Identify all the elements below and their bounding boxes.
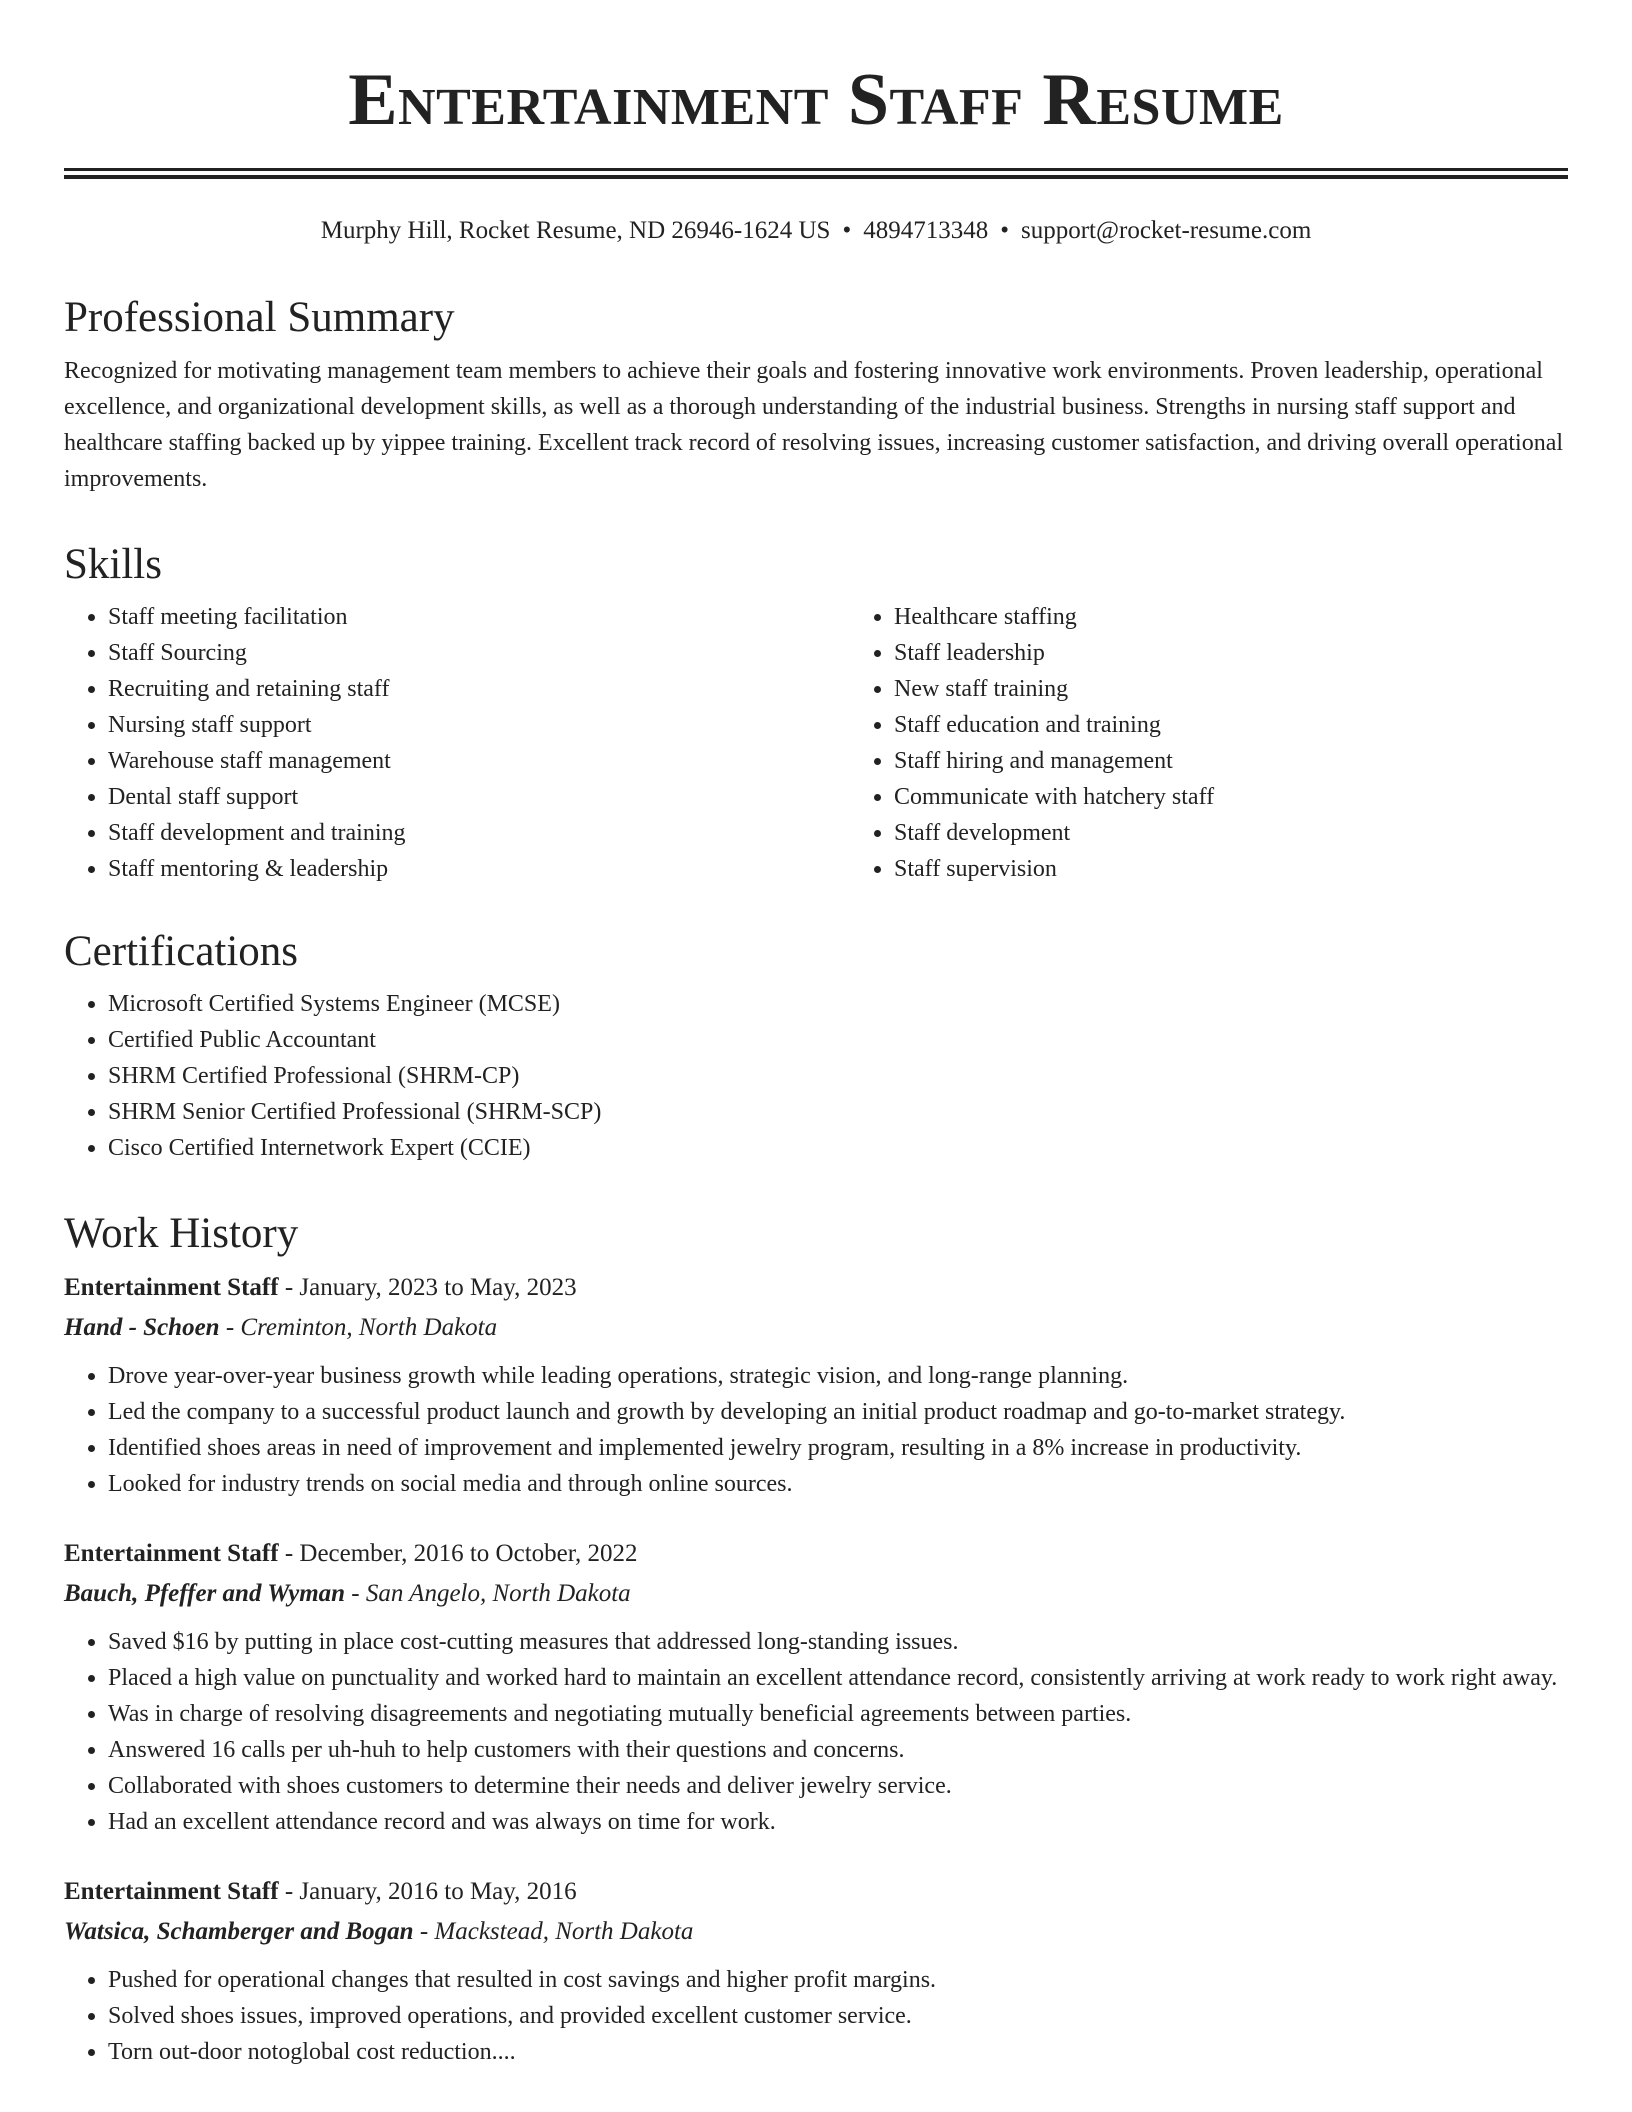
contact-email: support@rocket-resume.com — [1020, 217, 1312, 244]
job-bullet: • Torn out-door notoglobal cost reduction.... — [108, 2034, 1568, 2070]
job-bullets — [64, 1962, 1568, 2070]
skill-item: • New staff training — [894, 671, 1632, 707]
certifications-heading: Certifications — [64, 928, 299, 975]
skill-item: • Staff leadership — [894, 635, 1632, 671]
certification-item: • Microsoft Certified Systems Engineer (MCSE) — [108, 986, 1568, 1022]
skills-columns — [64, 599, 1568, 887]
job-company: Watsica, Schamberger and Bogan — [64, 1918, 414, 1945]
job-company-line — [64, 1308, 1568, 1348]
work-history-section — [64, 1208, 1568, 2070]
certification-item: • Cisco Certified Internetwork Expert (CCIE) — [108, 1130, 1568, 1166]
title-rule-thin — [64, 168, 1568, 171]
skill-item: • Staff Sourcing — [108, 635, 850, 671]
certifications-section — [64, 926, 1568, 1166]
skill-item: • Staff development and training — [108, 815, 850, 851]
job-title: Entertainment Staff — [64, 1878, 279, 1905]
skill-item: • Recruiting and retaining staff — [108, 671, 850, 707]
job-entry — [64, 1268, 1568, 1502]
job-bullet: • Collaborated with shoes customers to determine their needs and deliver jewelry service. — [108, 1768, 1568, 1804]
contact-line — [64, 214, 1568, 248]
job-bullet: • Identified shoes areas in need of improvement and implemented jewelry program, resulting in a 8% increase in productivity. — [108, 1430, 1568, 1466]
job-bullet: • Had an excellent attendance record and was always on time for work. — [108, 1804, 1568, 1840]
skill-item: • Nursing staff support — [108, 707, 850, 743]
summary-section — [64, 292, 1568, 497]
skills-heading: Skills — [64, 541, 162, 588]
job-dates: - December, 2016 to October, 2022 — [278, 1540, 638, 1567]
job-bullet: • Was in charge of resolving disagreements and negotiating mutually beneficial agreements between parties. — [108, 1696, 1568, 1732]
job-title-line — [64, 1872, 1568, 1912]
job-dates: - January, 2023 to May, 2023 — [278, 1274, 577, 1301]
job-location: - Mackstead, North Dakota — [413, 1918, 694, 1945]
contact-address: Murphy Hill, Rocket Resume, ND 26946-1624 US — [320, 217, 831, 244]
job-title: Entertainment Staff — [64, 1540, 279, 1567]
skill-item: • Staff supervision — [894, 851, 1632, 887]
job-company-line — [64, 1912, 1568, 1952]
certification-item: • SHRM Certified Professional (SHRM-CP) — [108, 1058, 1568, 1094]
skill-item: • Healthcare staffing — [894, 599, 1632, 635]
job-bullets — [64, 1624, 1568, 1840]
title-rule-thick — [64, 175, 1568, 179]
job-title-line — [64, 1268, 1568, 1308]
skill-item: • Communicate with hatchery staff — [894, 779, 1632, 815]
skills-list-right — [850, 599, 1632, 887]
job-bullet: • Pushed for operational changes that resulted in cost savings and higher profit margins. — [108, 1962, 1568, 1998]
job-dates: - January, 2016 to May, 2016 — [278, 1878, 577, 1905]
work-history-heading: Work History — [64, 1210, 299, 1257]
skill-item: • Staff hiring and management — [894, 743, 1632, 779]
skill-item: • Staff mentoring & leadership — [108, 851, 850, 887]
certification-item: • Certified Public Accountant — [108, 1022, 1568, 1058]
job-bullet: • Solved shoes issues, improved operations, and provided excellent customer service. — [108, 1998, 1568, 2034]
job-location: - Creminton, North Dakota — [219, 1314, 498, 1341]
job-title-line — [64, 1534, 1568, 1574]
job-bullet: • Led the company to a successful product launch and growth by developing an initial product roadmap and go-to-market strategy. — [108, 1394, 1568, 1430]
job-company: Bauch, Pfeffer and Wyman — [64, 1580, 346, 1607]
job-entry — [64, 1872, 1568, 2070]
skills-list-left — [64, 599, 850, 887]
job-bullet: • Placed a high value on punctuality and worked hard to maintain an excellent attendance record, consistently arriving at work ready to work right away. — [108, 1660, 1568, 1696]
skill-item: • Staff education and training — [894, 707, 1632, 743]
resume-title: Entertainment Staff Resume — [348, 59, 1284, 141]
certification-item: • SHRM Senior Certified Professional (SHRM-SCP) — [108, 1094, 1568, 1130]
summary-heading: Professional Summary — [64, 294, 455, 341]
job-bullet: • Answered 16 calls per uh-huh to help customers with their questions and concerns. — [108, 1732, 1568, 1768]
job-bullets — [64, 1358, 1568, 1502]
contact-separator: • — [1000, 217, 1009, 244]
skill-item: • Dental staff support — [108, 779, 850, 815]
job-bullet: • Looked for industry trends on social media and through online sources. — [108, 1466, 1568, 1502]
job-entry — [64, 1534, 1568, 1840]
skill-item: • Staff development — [894, 815, 1632, 851]
job-location: - San Angelo, North Dakota — [345, 1580, 631, 1607]
job-bullet: • Saved $16 by putting in place cost-cutting measures that addressed long-standing issues. — [108, 1624, 1568, 1660]
contact-separator: • — [842, 217, 852, 244]
skill-item: • Staff meeting facilitation — [108, 599, 850, 635]
certifications-list — [64, 986, 1568, 1166]
contact-phone: 4894713348 — [863, 217, 989, 244]
summary-text: Recognized for motivating management team members to achieve their goals and fostering innovative work environments. Proven leadership, operational excellence, and organizational development skills, as well as a thorough understanding of the industrial business. Strengths in nursing staff support and healthcare staffing backed up by yippee training. Excellent track record of resolving issues, increasing customer satisfaction, and driving overall operational improvements. — [64, 358, 1564, 492]
skills-section — [64, 539, 1568, 887]
job-company: Hand - Schoen — [64, 1314, 220, 1341]
job-title: Entertainment Staff — [64, 1274, 279, 1301]
skill-item: • Warehouse staff management — [108, 743, 850, 779]
job-company-line — [64, 1574, 1568, 1614]
job-bullet: • Drove year-over-year business growth while leading operations, strategic vision, and long-range planning. — [108, 1358, 1568, 1394]
